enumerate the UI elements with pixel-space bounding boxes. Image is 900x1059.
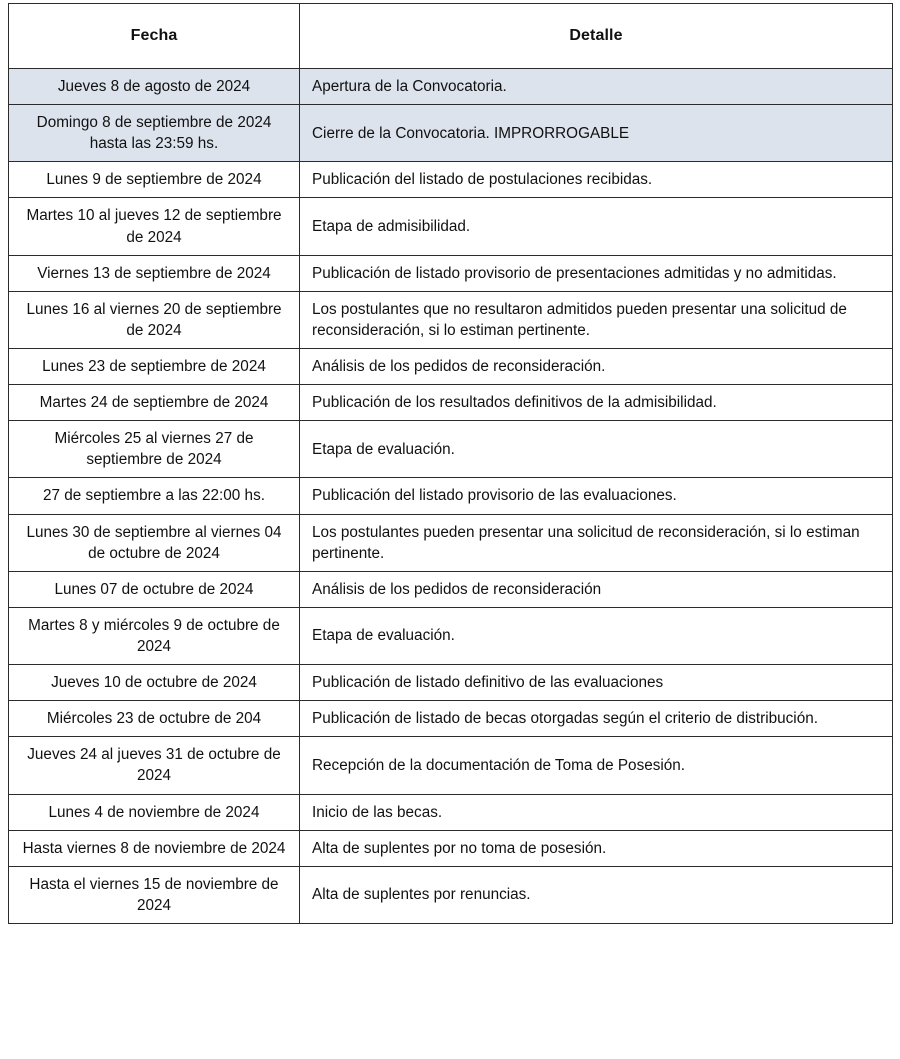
cell-fecha: Jueves 8 de agosto de 2024: [9, 69, 300, 105]
table-row: [9, 737, 893, 794]
cell-detalle: Los postulantes que no resultaron admitidos pueden presentar una solicitud de reconsideración, si lo estiman pertinente.: [300, 291, 893, 348]
cell-fecha: Hasta el viernes 15 de noviembre de 2024: [9, 866, 300, 923]
cell-detalle: Alta de suplentes por renuncias.: [300, 866, 893, 923]
cell-detalle: Alta de suplentes por no toma de posesión.: [300, 830, 893, 866]
cell-detalle: Los postulantes pueden presentar una solicitud de reconsideración, si lo estiman pertinente.: [300, 514, 893, 571]
cell-detalle: Etapa de evaluación.: [300, 607, 893, 664]
table-row: [9, 794, 893, 830]
table-row: [9, 255, 893, 291]
table-row: [9, 607, 893, 664]
cell-fecha: Martes 24 de septiembre de 2024: [9, 385, 300, 421]
cell-detalle: Apertura de la Convocatoria.: [300, 69, 893, 105]
table-row: [9, 198, 893, 255]
table-body: [9, 69, 893, 924]
cell-detalle: Publicación de listado definitivo de las evaluaciones: [300, 665, 893, 701]
table-row: [9, 69, 893, 105]
table-row: [9, 514, 893, 571]
cell-detalle: Recepción de la documentación de Toma de Posesión.: [300, 737, 893, 794]
cell-fecha: Martes 8 y miércoles 9 de octubre de 2024: [9, 607, 300, 664]
table-row: [9, 385, 893, 421]
table-header-row: [9, 4, 893, 69]
cell-fecha: 27 de septiembre a las 22:00 hs.: [9, 478, 300, 514]
cell-fecha: Viernes 13 de septiembre de 2024: [9, 255, 300, 291]
cell-fecha: Lunes 4 de noviembre de 2024: [9, 794, 300, 830]
table-row: [9, 665, 893, 701]
cell-detalle: Etapa de evaluación.: [300, 421, 893, 478]
schedule-table: [8, 3, 893, 924]
cell-detalle: Inicio de las becas.: [300, 794, 893, 830]
cell-detalle: Publicación del listado provisorio de las evaluaciones.: [300, 478, 893, 514]
table-row: [9, 162, 893, 198]
cell-fecha: Hasta viernes 8 de noviembre de 2024: [9, 830, 300, 866]
cell-detalle: Cierre de la Convocatoria. IMPRORROGABLE: [300, 105, 893, 162]
cell-detalle: Análisis de los pedidos de reconsideración: [300, 571, 893, 607]
cell-fecha: Lunes 23 de septiembre de 2024: [9, 348, 300, 384]
table-row: [9, 571, 893, 607]
table-row: [9, 105, 893, 162]
cell-detalle: Publicación del listado de postulaciones recibidas.: [300, 162, 893, 198]
cell-fecha: Miércoles 23 de octubre de 204: [9, 701, 300, 737]
table-row: [9, 701, 893, 737]
table-row: [9, 348, 893, 384]
cell-detalle: Análisis de los pedidos de reconsideración.: [300, 348, 893, 384]
table-row: [9, 478, 893, 514]
cell-fecha: Jueves 10 de octubre de 2024: [9, 665, 300, 701]
cell-fecha: Domingo 8 de septiembre de 2024 hasta las 23:59 hs.: [9, 105, 300, 162]
cell-fecha: Jueves 24 al jueves 31 de octubre de 2024: [9, 737, 300, 794]
cell-detalle: Publicación de los resultados definitivos de la admisibilidad.: [300, 385, 893, 421]
column-header-fecha: Fecha: [9, 4, 300, 69]
cell-fecha: Miércoles 25 al viernes 27 de septiembre de 2024: [9, 421, 300, 478]
table-row: [9, 291, 893, 348]
table-header: [9, 4, 893, 69]
cell-detalle: Publicación de listado de becas otorgadas según el criterio de distribución.: [300, 701, 893, 737]
table-row: [9, 421, 893, 478]
cell-detalle: Publicación de listado provisorio de presentaciones admitidas y no admitidas.: [300, 255, 893, 291]
cell-fecha: Lunes 07 de octubre de 2024: [9, 571, 300, 607]
cell-detalle: Etapa de admisibilidad.: [300, 198, 893, 255]
cell-fecha: Martes 10 al jueves 12 de septiembre de 2024: [9, 198, 300, 255]
table-row: [9, 830, 893, 866]
column-header-detalle: Detalle: [300, 4, 893, 69]
cell-fecha: Lunes 16 al viernes 20 de septiembre de 2024: [9, 291, 300, 348]
cell-fecha: Lunes 30 de septiembre al viernes 04 de octubre de 2024: [9, 514, 300, 571]
table-row: [9, 866, 893, 923]
cell-fecha: Lunes 9 de septiembre de 2024: [9, 162, 300, 198]
